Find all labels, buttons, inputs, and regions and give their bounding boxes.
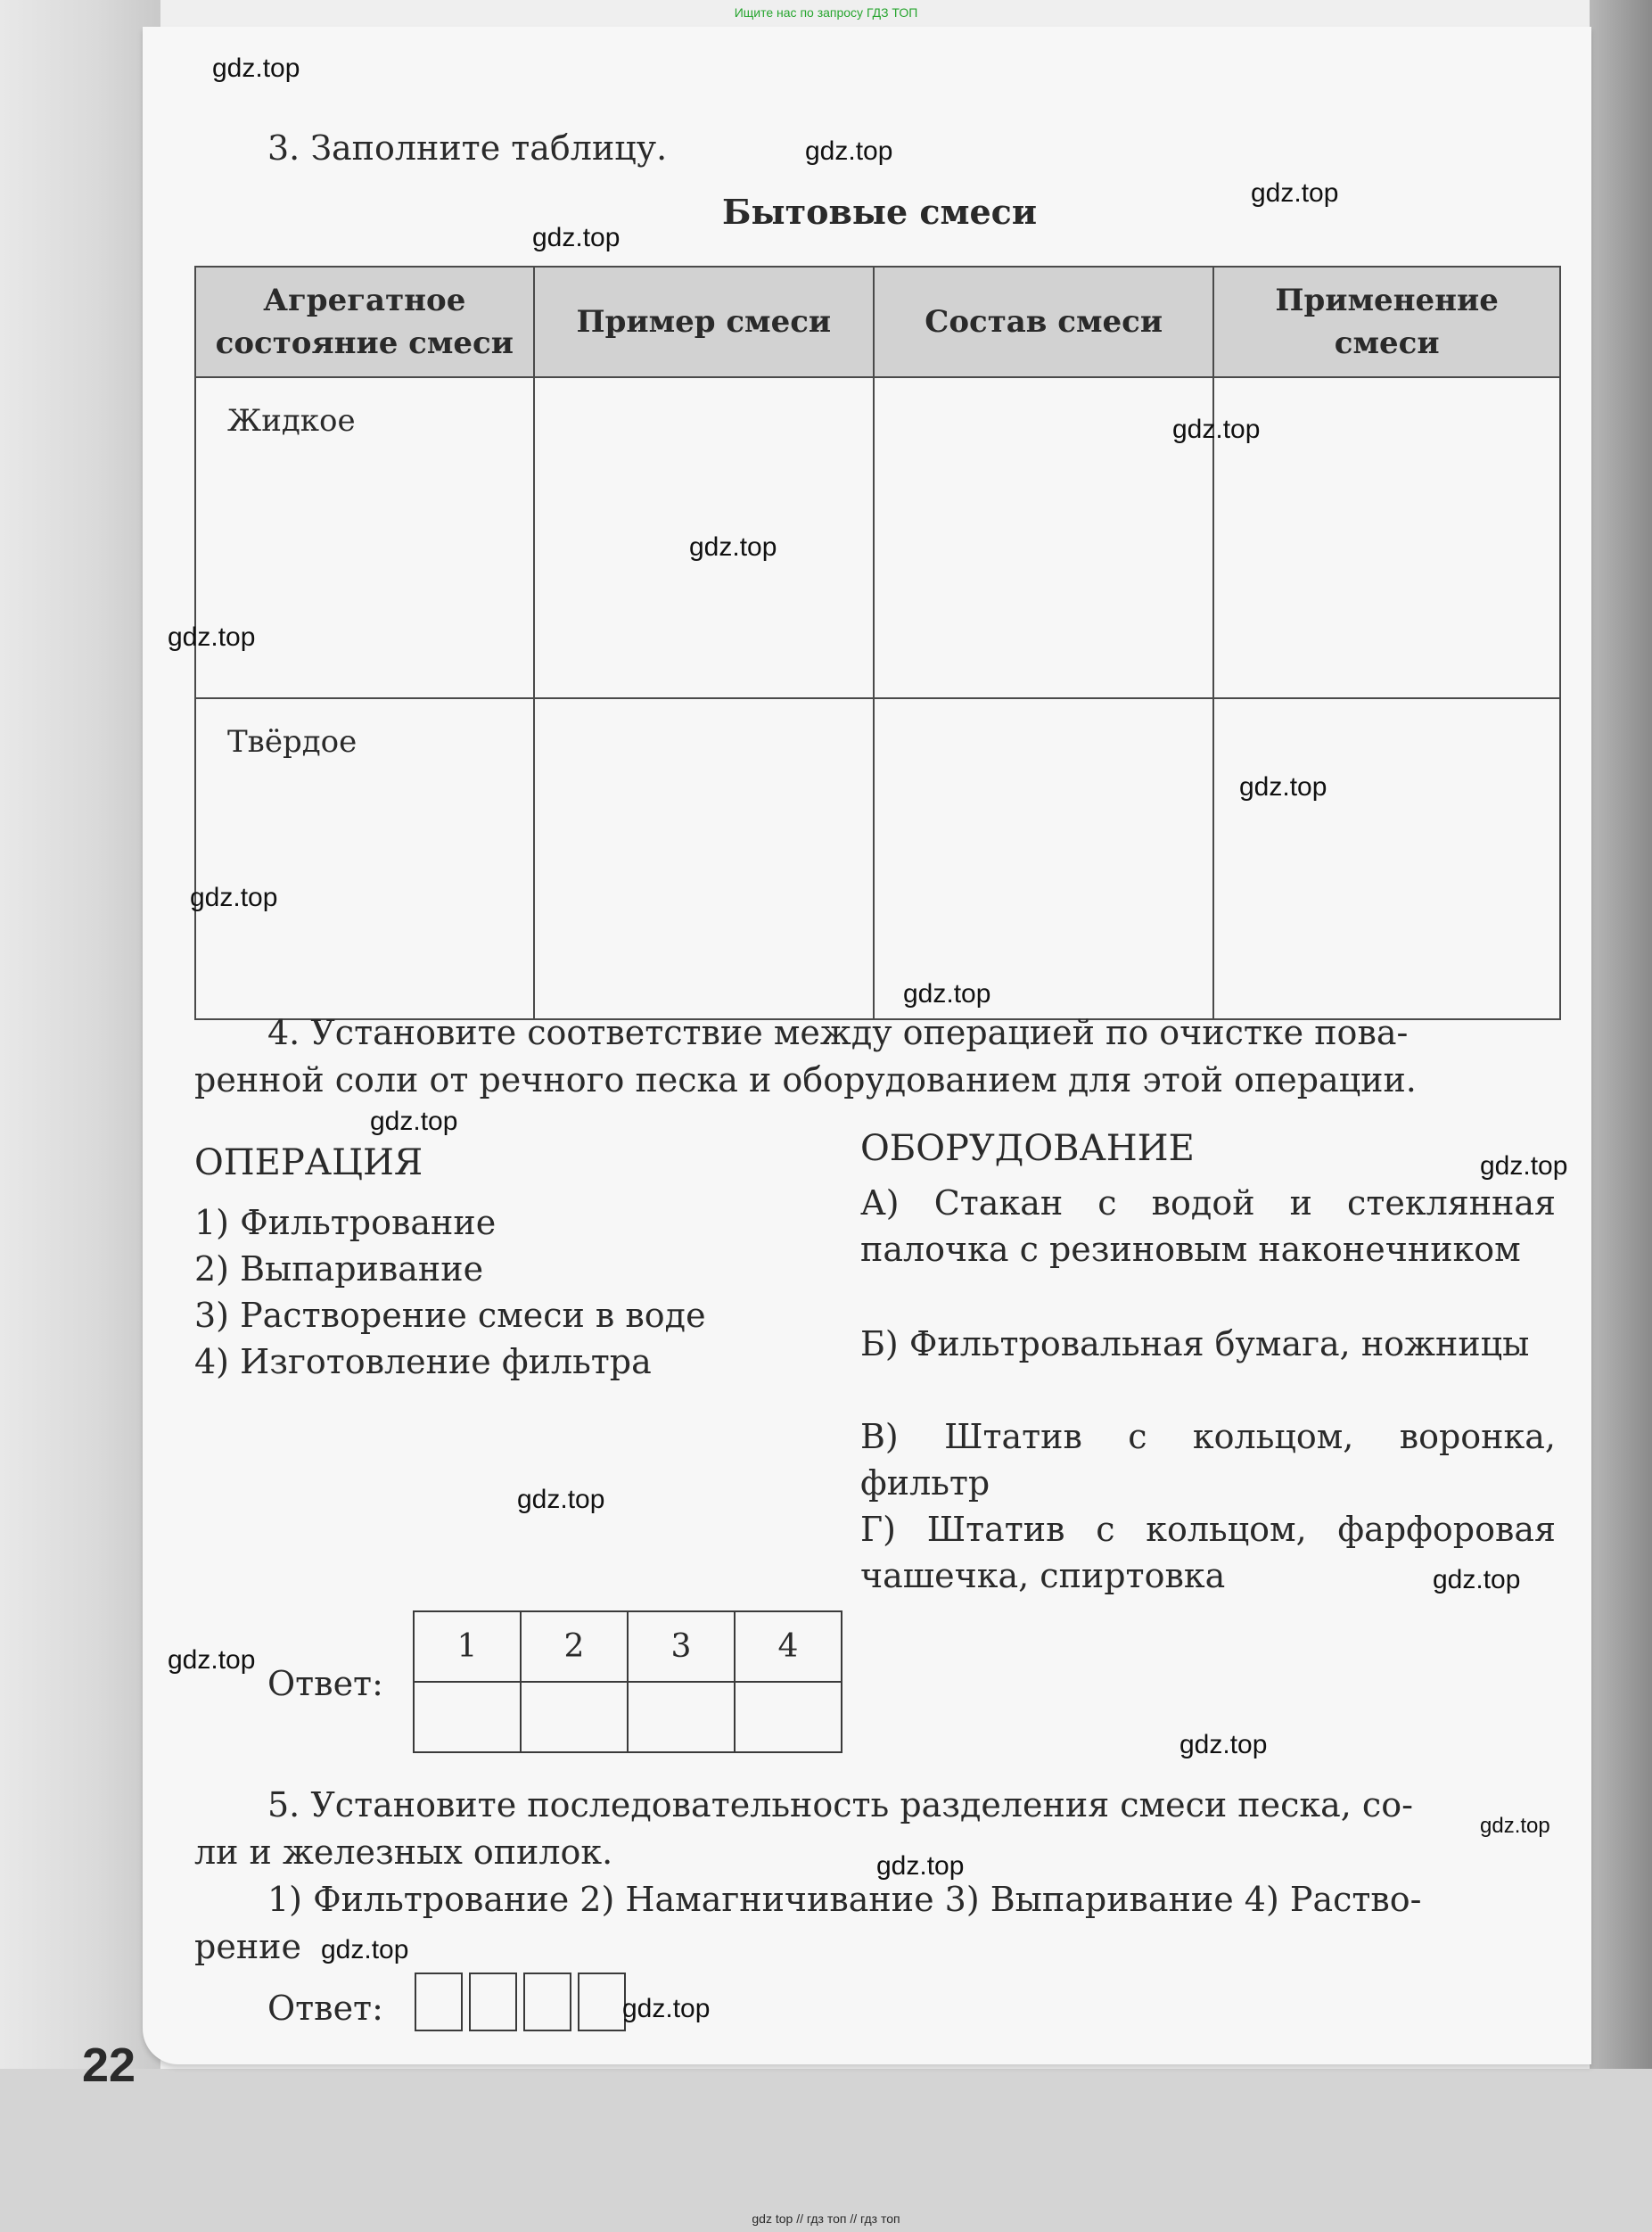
answer-cell[interactable] xyxy=(1213,698,1560,1019)
watermark: gdz.top xyxy=(1179,1730,1268,1759)
watermark: gdz.top xyxy=(370,1107,458,1136)
task3-heading: 3. Заполните таблицу. xyxy=(267,128,668,168)
sequence-box[interactable] xyxy=(469,1973,517,2031)
answer-column-label: 1 xyxy=(414,1611,521,1682)
watermark: gdz.top xyxy=(517,1485,605,1514)
watermark: gdz.top xyxy=(190,883,278,912)
watermark: gdz.top xyxy=(1480,1151,1568,1181)
watermark: gdz.top xyxy=(622,1994,711,2023)
answer-column-label: 3 xyxy=(628,1611,735,1682)
task4-answer-grid xyxy=(413,1610,842,1753)
watermark: gdz.top xyxy=(168,622,256,652)
task5-options-line2: рение xyxy=(194,1927,301,1966)
task5-text-line1: 5. Установите последовательность разделения смеси песка, со- xyxy=(267,1785,1413,1824)
watermark: gdz.top xyxy=(903,979,991,1009)
page-number: 22 xyxy=(82,2038,136,2092)
answer-input-cell[interactable] xyxy=(735,1682,842,1752)
page-shadow-left xyxy=(0,0,160,2232)
watermark: gdz.top xyxy=(689,532,777,562)
answer-cell[interactable] xyxy=(874,377,1213,698)
operations-title: ОПЕРАЦИЯ xyxy=(194,1142,423,1183)
task4-text-line2: ренной соли от речного песка и оборудованием для этой операции. xyxy=(194,1060,1417,1100)
answer-input-cell[interactable] xyxy=(521,1682,628,1752)
answer-input-cell[interactable] xyxy=(414,1682,521,1752)
equipment-title: ОБОРУДОВАНИЕ xyxy=(860,1128,1195,1169)
row-label-liquid: Жидкое xyxy=(195,377,534,698)
answer-grid-input-row xyxy=(414,1682,842,1752)
operation-item: 2) Выпаривание xyxy=(194,1249,484,1289)
answer-column-label: 2 xyxy=(521,1611,628,1682)
task5-answer-boxes xyxy=(415,1973,632,2031)
sequence-box[interactable] xyxy=(415,1973,463,2031)
header-composition: Состав смеси xyxy=(874,267,1213,377)
watermark: gdz.top xyxy=(212,54,300,83)
answer-column-label: 4 xyxy=(735,1611,842,1682)
operation-item: 4) Изготовление фильтра xyxy=(194,1342,652,1381)
answer-grid-header xyxy=(414,1611,842,1682)
top-banner: Ищите нас по запросу ГДЗ ТОП xyxy=(734,5,918,20)
watermark: gdz.top xyxy=(1433,1565,1521,1594)
watermark: gdz.top xyxy=(168,1645,256,1675)
watermark: gdz.top xyxy=(1239,772,1327,802)
equipment-item: Б) Фильтровальная бумага, ножницы xyxy=(860,1324,1530,1363)
answer-cell[interactable] xyxy=(874,698,1213,1019)
task5-options-line1: 1) Фильтрование 2) Намагничивание 3) Выпаривание 4) Раство- xyxy=(267,1880,1422,1919)
operation-item: 3) Растворение смеси в воде xyxy=(194,1296,706,1335)
table-row xyxy=(195,377,1560,698)
table-row xyxy=(195,698,1560,1019)
answer-cell[interactable] xyxy=(534,698,874,1019)
lower-background xyxy=(0,2069,1652,2232)
task4-answer-label: Ответ: xyxy=(267,1664,383,1703)
watermark: gdz.top xyxy=(876,1851,965,1881)
answer-input-cell[interactable] xyxy=(628,1682,735,1752)
equipment-item: В) Штатив с кольцом, воронка, фильтр xyxy=(860,1417,1556,1503)
task5-text-line2: ли и железных опилок. xyxy=(194,1833,613,1872)
answer-cell[interactable] xyxy=(1213,377,1560,698)
header-example: Пример смеси xyxy=(534,267,874,377)
operation-item: 1) Фильтрование xyxy=(194,1203,497,1242)
watermark: gdz.top xyxy=(321,1935,409,1964)
row-label-solid: Твёрдое xyxy=(195,698,534,1019)
watermark: gdz.top xyxy=(1480,1814,1550,1838)
watermark: gdz.top xyxy=(1251,178,1339,208)
watermark: gdz.top xyxy=(532,223,621,252)
equipment-item: Г) Штатив с кольцом, фарфоровая чашечка, спиртовка xyxy=(860,1510,1556,1595)
equipment-item: А) Стакан с водой и стеклянная палочка с резиновым наконечником xyxy=(860,1183,1556,1269)
mixtures-table xyxy=(194,266,1561,1020)
header-state: Агрегатное состояние смеси xyxy=(195,267,534,377)
task4-text-line1: 4. Установите соответствие между операцией по очистке пова- xyxy=(267,1013,1409,1052)
table-header-row xyxy=(195,267,1560,377)
footer-banner: gdz top // гдз топ // гдз топ xyxy=(752,2211,900,2226)
task5-answer-label: Ответ: xyxy=(267,1989,383,2028)
table-title: Бытовые смеси xyxy=(722,192,1038,232)
sequence-box[interactable] xyxy=(578,1973,626,2031)
sequence-box[interactable] xyxy=(523,1973,571,2031)
header-usage: Применение смеси xyxy=(1213,267,1560,377)
watermark: gdz.top xyxy=(805,136,893,166)
watermark: gdz.top xyxy=(1172,415,1261,444)
page-shadow-right xyxy=(1590,0,1652,2232)
